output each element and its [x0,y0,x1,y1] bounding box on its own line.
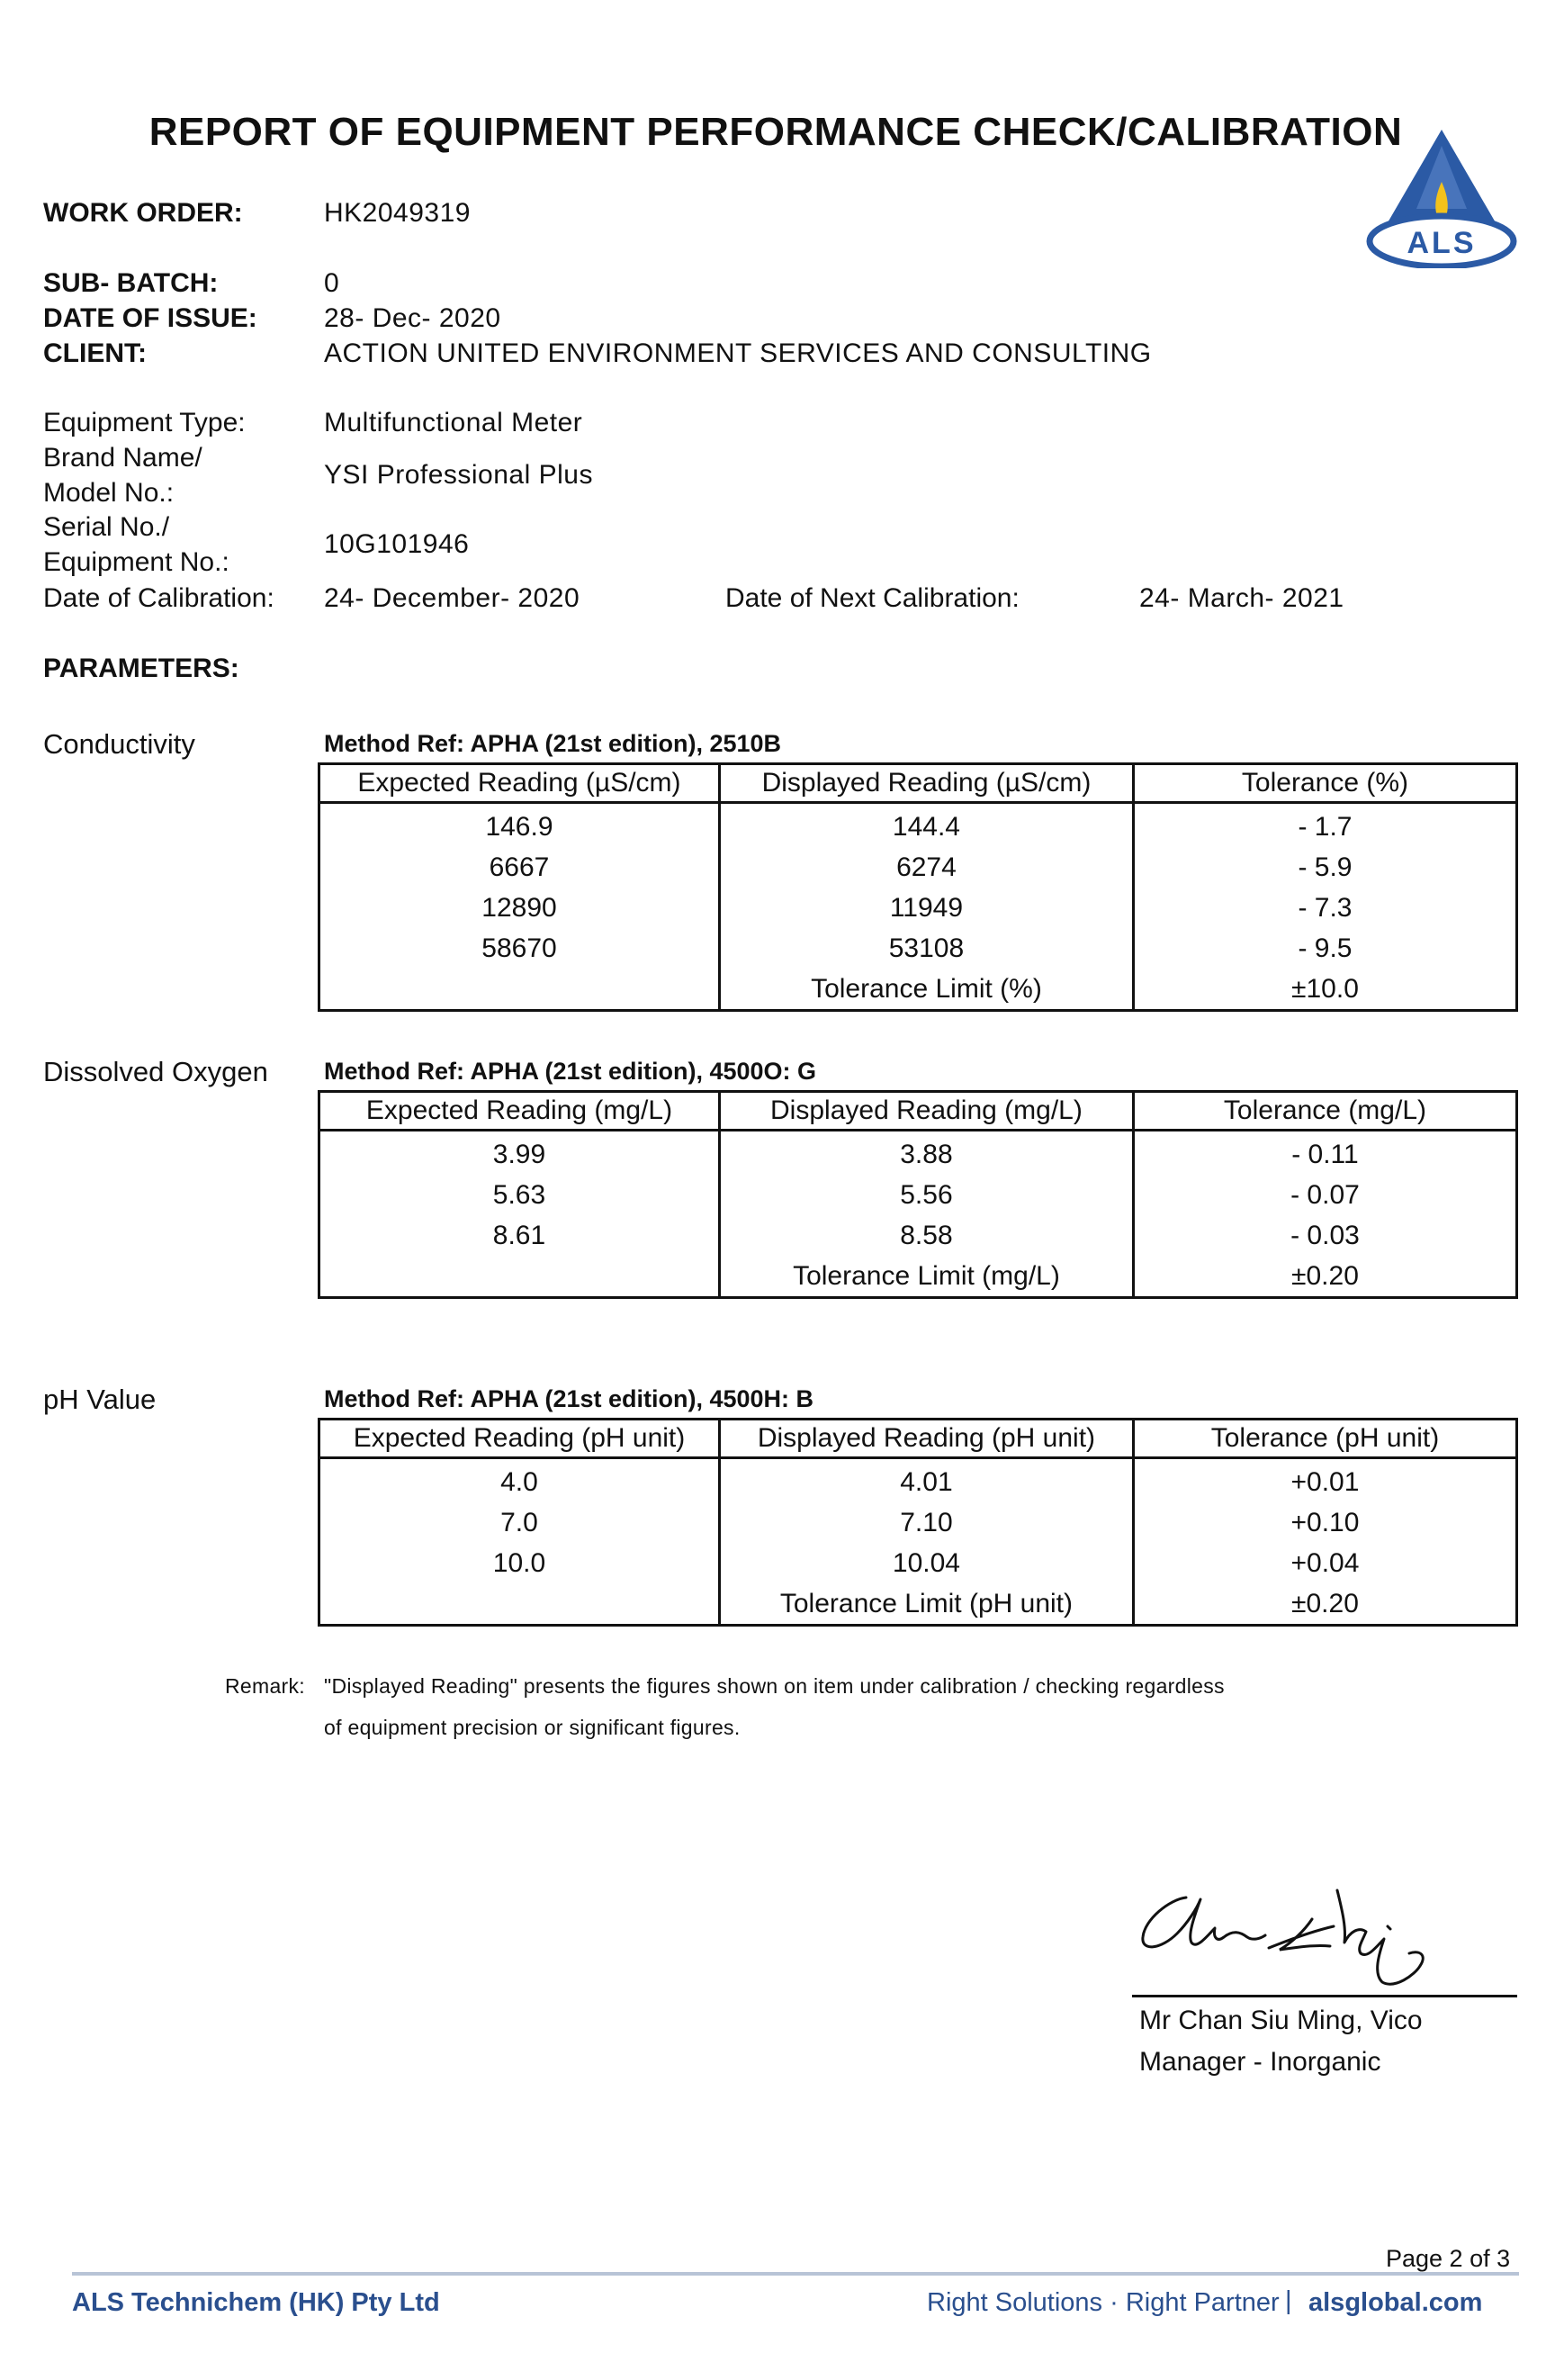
footer-divider [72,2272,1519,2276]
table-row [319,1131,1517,1176]
remark-label: Remark: [225,1674,306,1698]
signatory-title: Manager - Inorganic [1139,2047,1381,2077]
conductivity-heading: Conductivity [43,728,195,760]
expected-cell: 3.99 [319,1131,720,1176]
tolerance-limit-row [319,1256,1517,1298]
tolerance-cell: - 9.5 [1133,928,1516,969]
footer-tagline: Right Solutions · Right Partner [927,2288,1280,2317]
tolerance-cell: +0.01 [1133,1458,1516,1503]
tolerance-limit-label: Tolerance Limit (mg/L) [719,1256,1133,1298]
expected-cell: 5.63 [319,1175,720,1215]
table-row [319,1543,1517,1583]
column-header: Displayed Reading (µS/cm) [719,764,1133,803]
column-header: Tolerance (mg/L) [1133,1092,1516,1131]
tolerance-cell: +0.04 [1133,1543,1516,1583]
table-row [319,1502,1517,1543]
column-header: Expected Reading (pH unit) [319,1420,720,1458]
column-header: Expected Reading (mg/L) [319,1092,720,1131]
column-header: Tolerance (pH unit) [1133,1420,1516,1458]
model-no-label: Model No.: [43,478,175,508]
displayed-cell: 4.01 [719,1458,1133,1503]
signature [1134,1872,1440,1989]
tolerance-limit-row [319,1583,1517,1626]
ph-method: Method Ref: APHA (21st edition), 4500H: B [324,1385,814,1412]
remark-line-2: of equipment precision or significant figures. [324,1716,741,1739]
parameters-label: PARAMETERS: [43,654,239,683]
report-title: REPORT OF EQUIPMENT PERFORMANCE CHECK/CALIBRATION [148,110,1403,154]
table-row [319,1215,1517,1256]
tolerance-limit-label: Tolerance Limit (pH unit) [719,1583,1133,1626]
expected-cell: 12890 [319,888,720,928]
logo-text: ALS [1407,226,1477,260]
expected-cell: 8.61 [319,1215,720,1256]
displayed-cell: 6274 [719,847,1133,888]
displayed-cell: 7.10 [719,1502,1133,1543]
conductivity-table [318,762,1518,1012]
displayed-cell: 10.04 [719,1543,1133,1583]
date-of-issue-label: DATE OF ISSUE: [43,303,257,333]
column-header: Tolerance (%) [1133,764,1516,803]
expected-cell: 58670 [319,928,720,969]
footer-website: alsglobal.com [1308,2288,1483,2317]
table-row [319,888,1517,928]
column-header: Displayed Reading (pH unit) [719,1420,1133,1458]
signatory-name: Mr Chan Siu Ming, Vico [1139,2006,1423,2035]
equipment-no-label: Equipment No.: [43,547,229,577]
displayed-cell: 53108 [719,928,1133,969]
signature-line [1132,1995,1517,1997]
next-calibration-label: Date of Next Calibration: [725,583,1020,613]
work-order-value: HK2049319 [324,198,471,228]
expected-cell: 7.0 [319,1502,720,1543]
equipment-type-value: Multifunctional Meter [324,408,583,437]
footer-company: ALS Technichem (HK) Pty Ltd [72,2288,440,2317]
client-label: CLIENT: [43,338,147,368]
sub-batch-label: SUB- BATCH: [43,268,219,298]
tolerance-cell: - 7.3 [1133,888,1516,928]
table-row [319,803,1517,848]
expected-cell: 4.0 [319,1458,720,1503]
signature-icon [1134,1872,1440,1989]
dissolved-oxygen-method: Method Ref: APHA (21st edition), 4500O: G [324,1058,817,1085]
brand-name-label: Brand Name/ [43,443,202,473]
column-header: Expected Reading (µS/cm) [319,764,720,803]
sub-batch-value: 0 [324,268,340,298]
displayed-cell: 3.88 [719,1131,1133,1176]
serial-no-label: Serial No./ [43,512,170,542]
displayed-cell: 5.56 [719,1175,1133,1215]
tolerance-cell: - 0.11 [1133,1131,1516,1176]
table-row [319,847,1517,888]
serial-value: 10G101946 [324,529,470,559]
tolerance-cell: +0.10 [1133,1502,1516,1543]
als-logo-icon [1364,126,1519,268]
als-logo [1364,126,1519,268]
expected-cell: 6667 [319,847,720,888]
dissolved-oxygen-heading: Dissolved Oxygen [43,1056,268,1087]
brand-model-value: YSI Professional Plus [324,460,593,490]
tolerance-limit-value: ±0.20 [1133,1583,1516,1626]
expected-cell: 10.0 [319,1543,720,1583]
dissolved-oxygen-table [318,1090,1518,1299]
tolerance-cell: - 5.9 [1133,847,1516,888]
tolerance-cell: - 1.7 [1133,803,1516,848]
tolerance-limit-row [319,969,1517,1011]
work-order-label: WORK ORDER: [43,198,243,228]
conductivity-method: Method Ref: APHA (21st edition), 2510B [324,730,782,757]
date-of-issue-value: 28- Dec- 2020 [324,303,501,333]
table-row [319,1458,1517,1503]
remark-line-1: "Displayed Reading" presents the figures shown on item under calibration / checking regardless [324,1674,1225,1698]
table-row [319,1175,1517,1215]
next-calibration-value: 24- March- 2021 [1139,583,1344,613]
page-number: Page 2 of 3 [1386,2245,1511,2272]
table-row [319,928,1517,969]
date-of-calibration-value: 24- December- 2020 [324,583,580,613]
displayed-cell: 8.58 [719,1215,1133,1256]
tolerance-cell: - 0.03 [1133,1215,1516,1256]
tolerance-cell: - 0.07 [1133,1175,1516,1215]
displayed-cell: 144.4 [719,803,1133,848]
tolerance-limit-label: Tolerance Limit (%) [719,969,1133,1011]
equipment-type-label: Equipment Type: [43,408,246,437]
ph-heading: pH Value [43,1384,157,1415]
ph-table [318,1418,1518,1627]
displayed-cell: 11949 [719,888,1133,928]
tolerance-limit-value: ±10.0 [1133,969,1516,1011]
date-of-calibration-label: Date of Calibration: [43,583,274,613]
footer-separator: | [1285,2286,1292,2315]
tolerance-limit-value: ±0.20 [1133,1256,1516,1298]
expected-cell: 146.9 [319,803,720,848]
column-header: Displayed Reading (mg/L) [719,1092,1133,1131]
client-value: ACTION UNITED ENVIRONMENT SERVICES AND CONSULTING [324,338,1152,368]
